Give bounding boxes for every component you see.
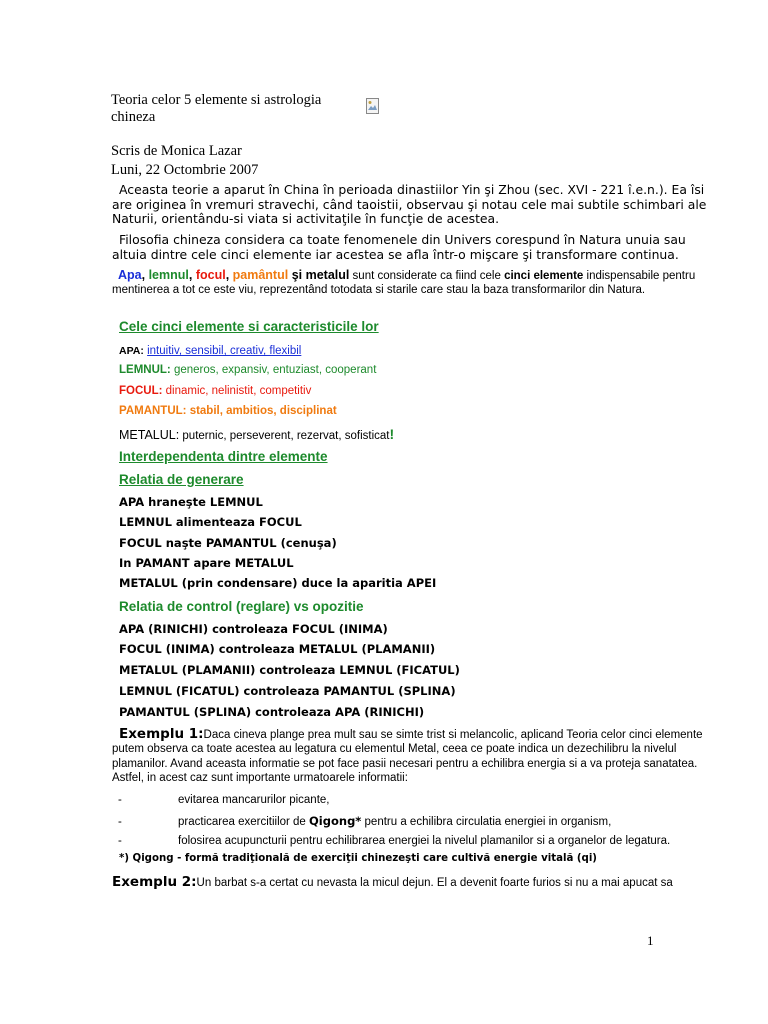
example-1-paragraph <box>112 727 717 786</box>
bullet-item-2-qigong: Qigong* <box>309 814 362 828</box>
heading-characteristics: Cele cinci elemente si caracteristicile lor <box>119 319 379 334</box>
characteristic-focul-text: dinamic, nelinistit, competitiv <box>165 385 312 397</box>
characteristic-apa-text: intuitiv, sensibil, creativ, flexibil <box>147 345 302 357</box>
characteristic-metalul-text: puternic, perseverent, rezervat, sofisticat <box>182 430 390 442</box>
element-metalul: şi metalul <box>291 268 350 282</box>
example-1-label: Exemplu 1: <box>119 726 204 742</box>
element-focul: focul <box>195 268 226 282</box>
bullet-item-3 <box>118 835 670 847</box>
intro-paragraph-1-text: Aceasta teorie a aparut în China în perioada dinastiilor Yin şi Zhou (sec. XVI - 221 î.e.n.). Ea îsi are originea în vremuri stravechi, când taoistii, observau şi notau cele mai subtile schimbari ale Naturii, orientându-si viata si activitaţile în funcţie de acestea. <box>112 182 707 226</box>
example-2-text: Un barbat s-a certat cu nevasta la micul dejun. El a devenit foarte furios si nu a mai apucat sa <box>196 877 673 889</box>
bullet-dash: - <box>118 816 122 828</box>
characteristic-lemnul-label: LEMNUL: <box>119 364 171 376</box>
intro-paragraph-2-text: Filosofia chineza considera ca toate fenomenele din Univers corespund în Natura unuia sau altuia dintre cele cinci elemente iar acestea se afla într-o mişcare şi transformare continua. <box>112 232 686 262</box>
heading-interdependence: Interdependenta dintre elemente <box>119 449 328 464</box>
date-line: Luni, 22 Octombrie 2007 <box>111 162 259 178</box>
bullet-dash: - <box>118 835 122 847</box>
example-2-label: Exemplu 2: <box>112 874 197 890</box>
characteristic-lemnul <box>119 363 376 377</box>
bullet-item-2 <box>118 814 611 828</box>
generation-item-1: APA hraneşte LEMNUL <box>119 495 263 509</box>
element-apa: Apa <box>118 268 142 282</box>
elements-text-2: indispensabile pentru mentinerea a tot ce este viu, reprezentând totodata si starile care stau la baza transformarilor din Natura. <box>112 270 696 297</box>
intro-paragraph-2 <box>112 233 717 262</box>
control-item-3: METALUL (PLAMANII) controleaza LEMNUL (FICATUL) <box>119 663 460 677</box>
characteristic-pamantul: PAMANTUL: stabil, ambitios, disciplinat <box>119 405 337 417</box>
heading-control: Relatia de control (reglare) vs opozitie <box>119 599 364 614</box>
control-item-5: PAMANTUL (SPLINA) controleaza APA (RINICHI) <box>119 705 425 719</box>
control-item-4: LEMNUL (FICATUL) controleaza PAMANTUL (SPLINA) <box>119 684 456 698</box>
control-item-1: APA (RINICHI) controleaza FOCUL (INIMA) <box>119 622 388 636</box>
elements-paragraph: Apa, lemnul, focul, pamântul şi metalul sunt considerate ca fiind cele cinci elemente indispensabile pentru mentinerea a tot ce este viu, reprezentând totodata si starile care stau la baza transformarilor din Natura. <box>112 268 696 297</box>
element-pamantul: pamântul <box>232 268 289 282</box>
bullet-dash: - <box>118 794 122 806</box>
bullet-item-1-text: evitarea mancarurilor picante, <box>178 794 330 806</box>
generation-item-4: In PAMANT apare METALUL <box>119 556 294 570</box>
generation-item-3: FOCUL naşte PAMANTUL (cenuşa) <box>119 536 337 550</box>
elements-text-bold: cinci elemente <box>504 270 584 282</box>
element-lemnul: lemnul <box>148 268 189 282</box>
characteristic-metalul <box>119 427 394 443</box>
generation-item-5: METALUL (prin condensare) duce la aparitia APEI <box>119 576 437 590</box>
characteristic-focul <box>119 384 311 398</box>
generation-item-2: LEMNUL alimenteaza FOCUL <box>119 515 302 529</box>
bullet-item-2-text-pre: practicarea exercitiilor de <box>178 816 310 828</box>
page-number: 1 <box>647 933 654 948</box>
footnote: *) Qigong - formă tradiţională de exerciţii chinezeşti care cultivă energie vitală (qi) <box>119 853 597 864</box>
example-2-paragraph <box>112 875 717 890</box>
bullet-item-3-text: folosirea acupuncturii pentru echilibrarea energiei la nivelul plamanilor si a organelor de legatura. <box>178 835 671 847</box>
heading-generation: Relatia de generare <box>119 472 244 487</box>
characteristic-metalul-mark: ! <box>389 426 395 442</box>
example-1-text: Daca cineva plange prea mult sau se simte trist si melancolic, aplicand Teoria celor cinci elemente putem observa ca toate acestea au legatura cu elementul Metal, ceea ce poate indica un dezechilibru la nivelul plamanilor. Avand aceasta informatie se pot face pasii necesari pentru a echilibra energia si a va proteja sanatatea. Astfel, in acest caz sunt importante urmatoarele informatii: <box>112 729 703 785</box>
characteristic-lemnul-text: generos, expansiv, entuziast, cooperant <box>173 364 377 376</box>
bullet-item-1 <box>118 794 330 806</box>
characteristic-focul-label: FOCUL: <box>119 385 163 397</box>
author-line: Scris de Monica Lazar <box>111 143 242 159</box>
characteristic-apa <box>119 344 301 358</box>
characteristic-apa-label: APA: <box>119 345 144 357</box>
intro-paragraph-1 <box>112 183 717 227</box>
bullet-item-2-text-post: pentru a echilibra circulatia energiei in organism, <box>361 816 612 828</box>
control-item-2: FOCUL (INIMA) controleaza METALUL (PLAMANII) <box>119 642 436 656</box>
characteristic-metalul-label: METALUL: <box>119 428 180 442</box>
document-image-icon <box>366 98 379 114</box>
document-title: Teoria celor 5 elemente si astrologia chineza <box>111 92 322 125</box>
elements-text-1: sunt considerate ca fiind cele <box>349 270 505 282</box>
